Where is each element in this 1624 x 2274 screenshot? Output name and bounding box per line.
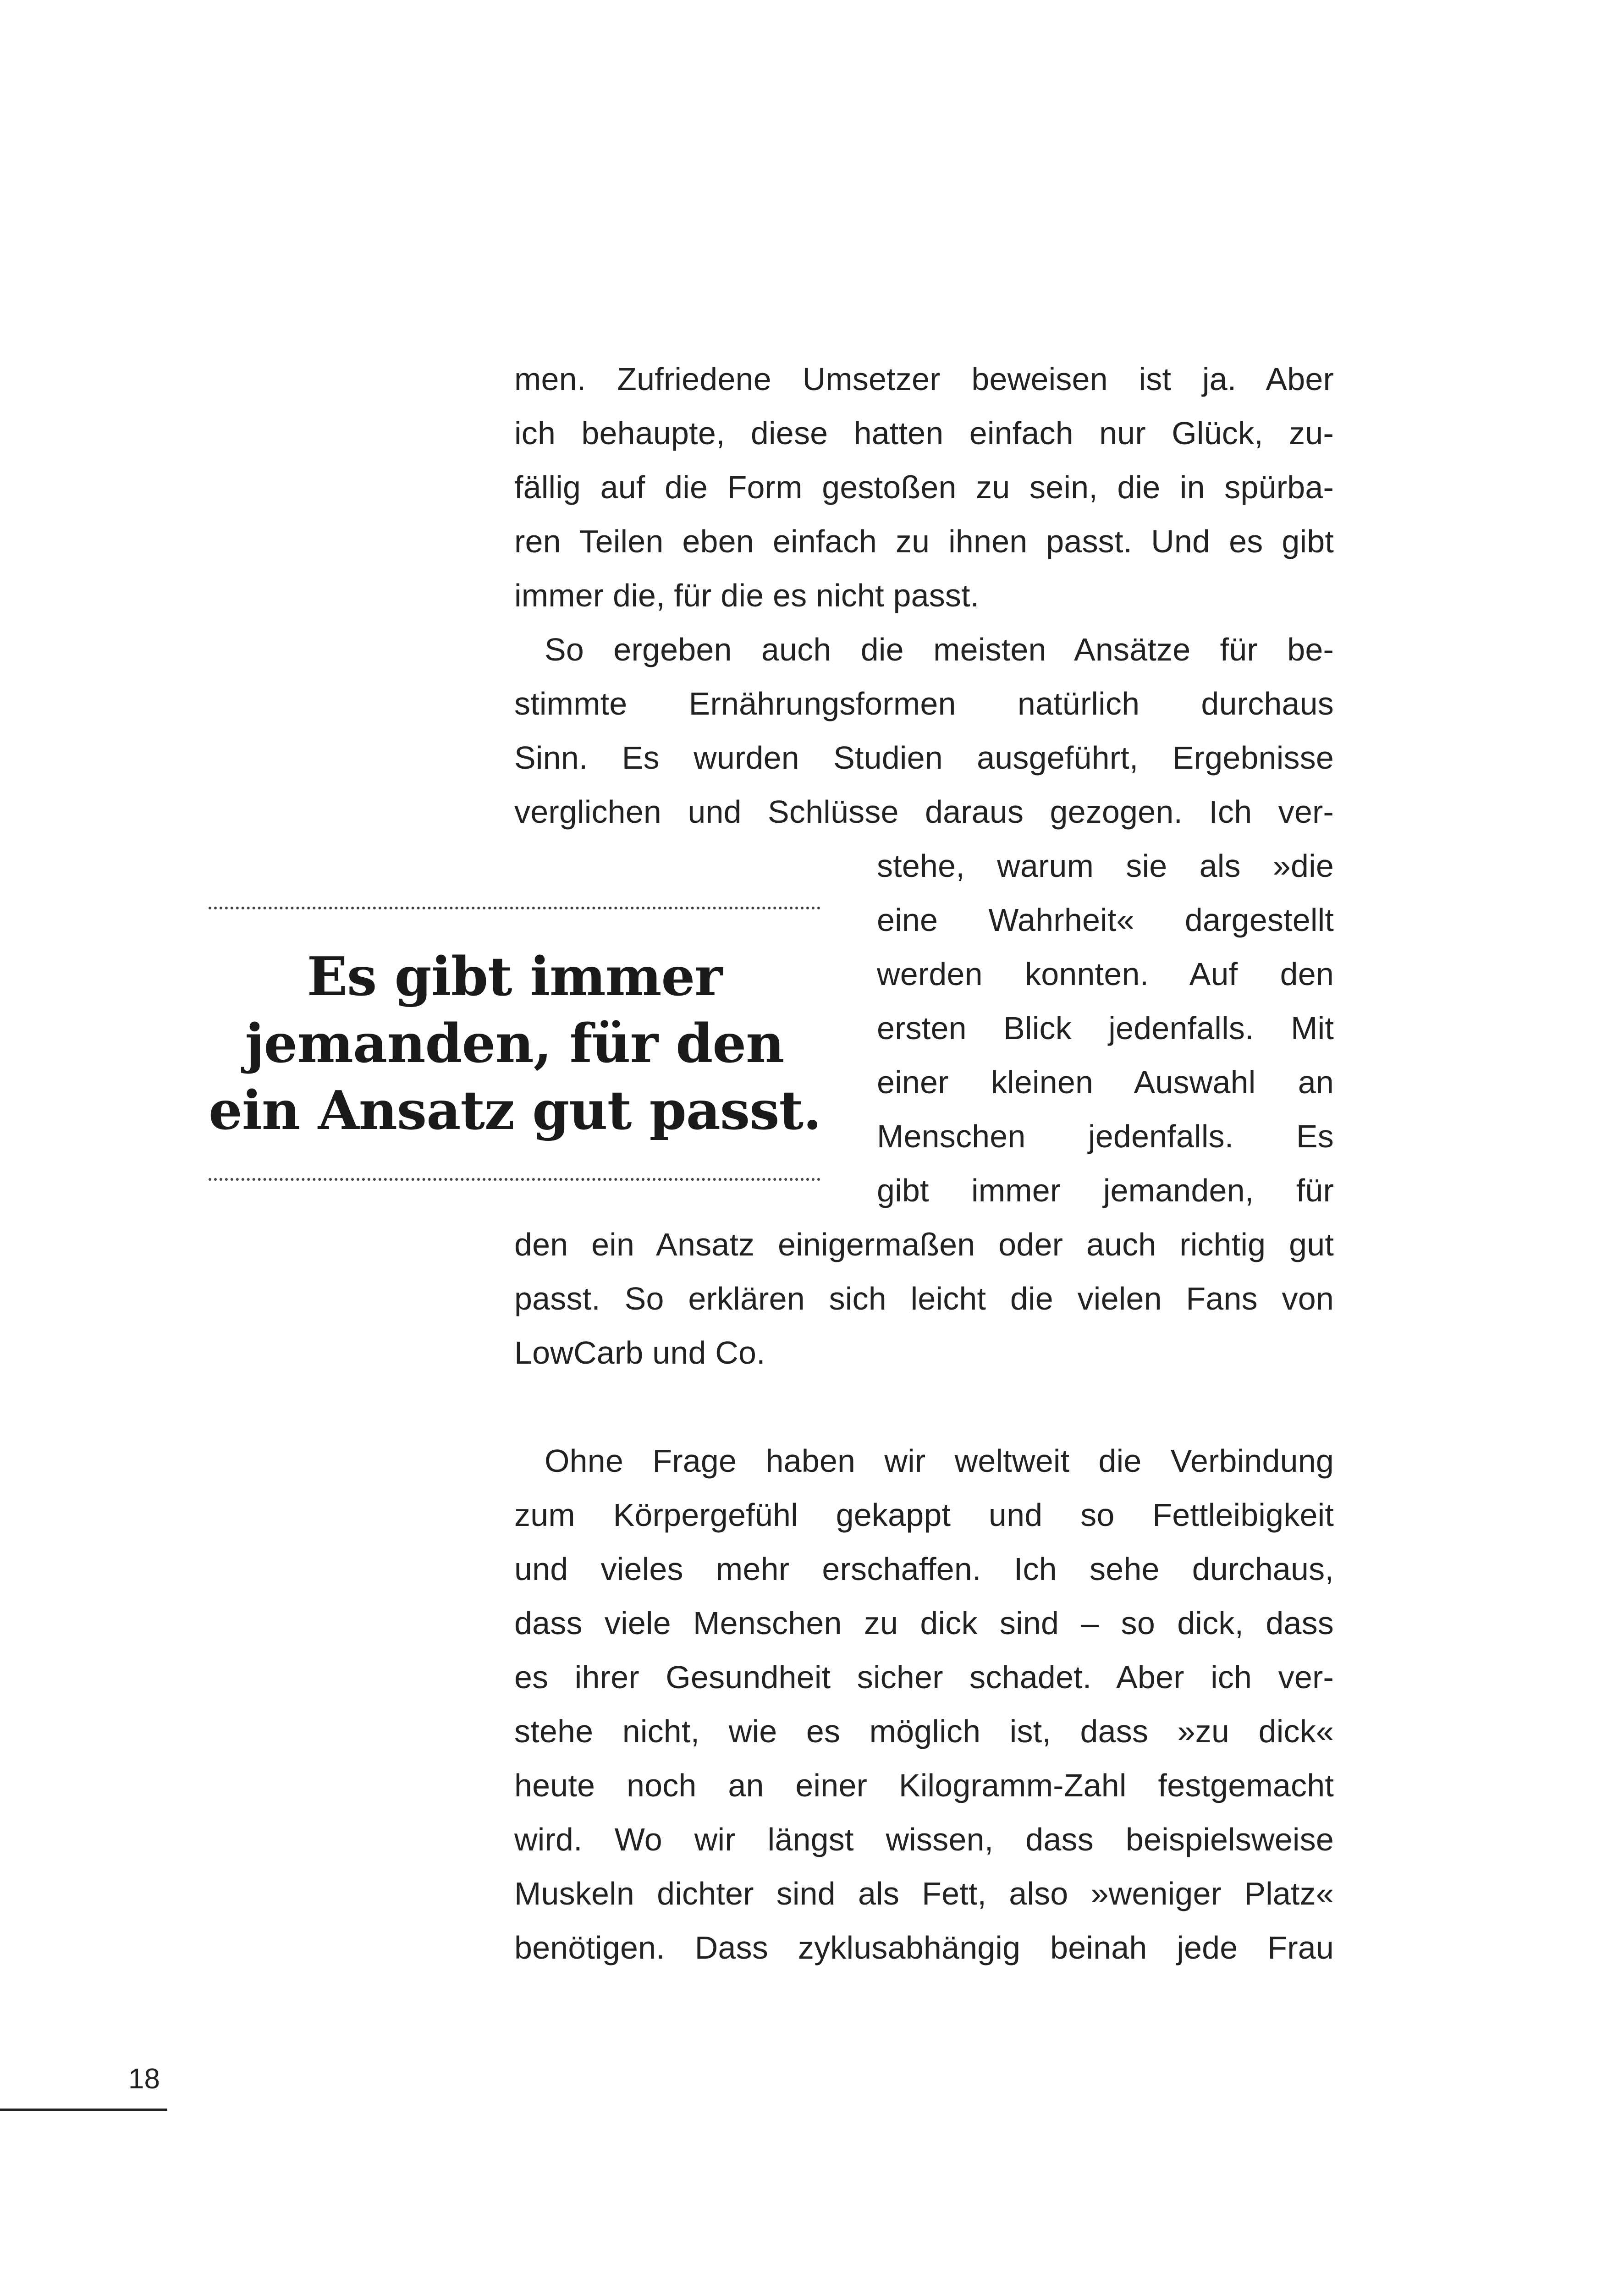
- paragraph-2-end: [514, 1217, 1334, 1380]
- text-line: einer kleinen Auswahl an: [877, 1064, 1334, 1100]
- pull-quote-text: [209, 943, 820, 1144]
- text-line: zum Körpergefühl gekappt und so Fettleibigkeit: [514, 1497, 1334, 1533]
- text-line: fällig auf die Form gestoßen zu sein, die in spürba-: [514, 469, 1334, 505]
- text-line: gibt immer jemanden, für: [877, 1173, 1334, 1208]
- text-line: LowCarb und Co.: [514, 1335, 765, 1371]
- paragraph-3: [514, 1434, 1334, 1975]
- text-line: werden konnten. Auf den: [877, 956, 1334, 992]
- page-number: 18: [128, 2063, 160, 2095]
- text-line: passt. So erklären sich leicht die vielen Fans von: [514, 1281, 1334, 1316]
- pull-quote-line: jemanden, für den: [245, 1013, 784, 1075]
- text-line: den ein Ansatz einigermaßen oder auch richtig gut: [514, 1227, 1334, 1262]
- text-line: eine Wahrheit« dargestellt: [877, 902, 1334, 938]
- paragraph-2: [514, 622, 1334, 839]
- text-line: men. Zufriedene Umsetzer beweisen ist ja. Aber: [514, 361, 1334, 397]
- text-line: Muskeln dichter sind als Fett, also »weniger Platz«: [514, 1876, 1334, 1911]
- pull-quote-line: Es gibt immer: [307, 946, 722, 1008]
- text-line: ren Teilen eben einfach zu ihnen passt. Und es gibt: [514, 523, 1334, 559]
- text-line: ich behaupte, diese hatten einfach nur Glück, zu-: [514, 415, 1334, 451]
- page-number-rule: [0, 2109, 167, 2111]
- pull-quote-top-rule: [209, 907, 820, 909]
- text-line: ersten Blick jedenfalls. Mit: [877, 1010, 1334, 1046]
- text-line: stehe, warum sie als »die: [877, 848, 1334, 884]
- text-line: es ihrer Gesundheit sicher schadet. Aber ich ver-: [514, 1659, 1334, 1695]
- paragraph-2-wrapped: [877, 839, 1334, 1217]
- pull-quote-line: ein Ansatz gut passt.: [209, 1079, 821, 1142]
- text-line: stimmte Ernährungsformen natürlich durchaus: [514, 686, 1334, 721]
- text-line: benötigen. Dass zyklusabhängig beinah jede Frau: [514, 1930, 1334, 1966]
- text-line: wird. Wo wir längst wissen, dass beispielsweise: [514, 1822, 1334, 1857]
- text-line: und vieles mehr erschaffen. Ich sehe durchaus,: [514, 1551, 1334, 1587]
- pull-quote-bottom-rule: [209, 1178, 820, 1181]
- paragraph-1: [514, 352, 1334, 622]
- text-line: stehe nicht, wie es möglich ist, dass »zu dick«: [514, 1713, 1334, 1749]
- text-line: heute noch an einer Kilogramm-Zahl festgemacht: [514, 1767, 1334, 1803]
- text-line: dass viele Menschen zu dick sind – so dick, dass: [514, 1605, 1334, 1641]
- text-line: Menschen jedenfalls. Es: [877, 1118, 1334, 1154]
- text-line: So ergeben auch die meisten Ansätze für be-: [545, 632, 1334, 667]
- text-line: immer die, für die es nicht passt.: [514, 578, 980, 613]
- text-line: Sinn. Es wurden Studien ausgeführt, Ergebnisse: [514, 740, 1334, 776]
- text-line: Ohne Frage haben wir weltweit die Verbindung: [545, 1443, 1334, 1479]
- text-line: verglichen und Schlüsse daraus gezogen. Ich ver-: [514, 794, 1334, 830]
